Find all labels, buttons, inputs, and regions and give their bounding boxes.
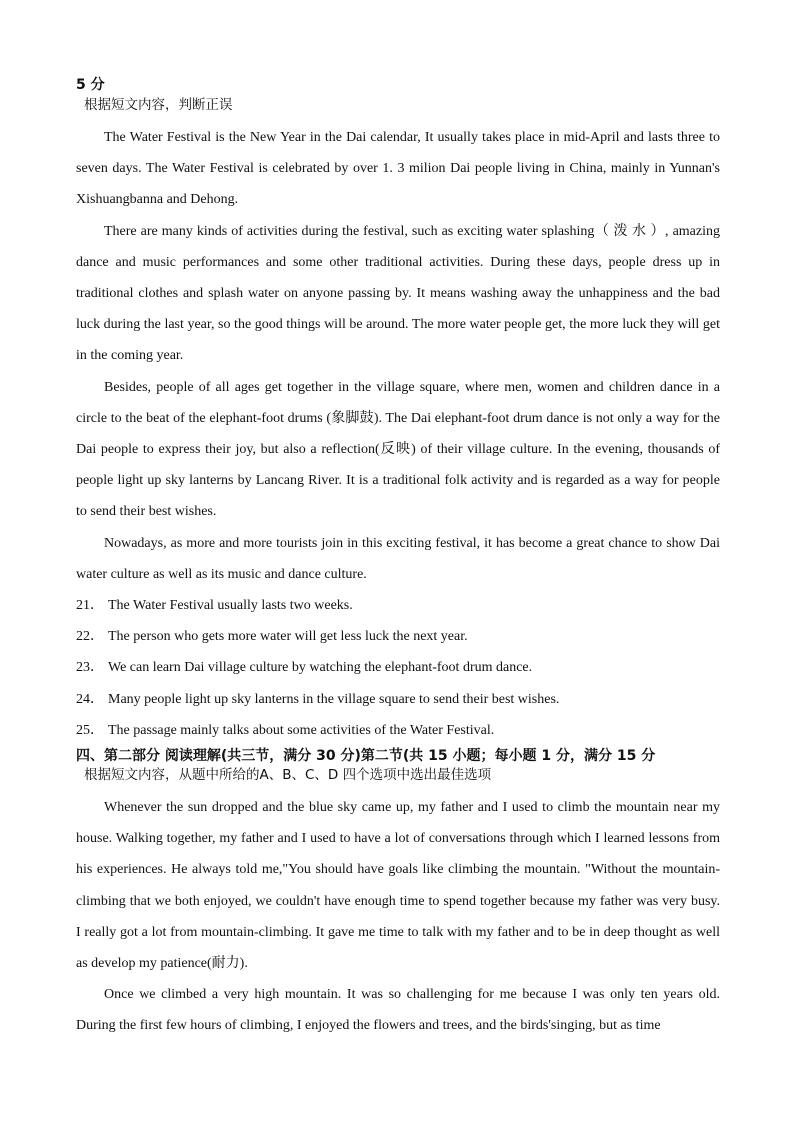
passage1-paragraph-2: There are many kinds of activities during the festival, such as exciting water splashing（ 泼 水 ）, amazing dance and music performances and some other traditional activities. During these days, people dress up in traditional clothes and splash water on anyone passing by. It means washing away the unhappiness and the bad luck during the last year, so the good things will be around. The more water people get, the more luck they will get in the coming year.	[76, 223, 720, 364]
true-false-questions	[76, 590, 720, 746]
question-item	[76, 684, 720, 715]
passage2-paragraph-2: Once we climbed a very high mountain. It was so challenging for me because I was only ten years old. During the first few hours of climbing, I enjoyed the flowers and trees, and the birds'singing, but as time	[76, 987, 720, 1034]
passage1-paragraph-4: Nowadays, as more and more tourists join in this exciting festival, it has become a great chance to show Dai water culture as well as its music and dance culture.	[76, 535, 720, 582]
question-number: 24．	[76, 691, 104, 707]
passage1-paragraph-1: The Water Festival is the New Year in the Dai calendar, It usually takes place in mid-April and lasts three to seven days. The Water Festival is celebrated by over 1. 3 milion Dai people living in China, mainly in Yunnan's Xishuangbanna and Dehong.	[76, 130, 720, 208]
question-number: 22．	[76, 629, 104, 645]
question-text: Many people light up sky lanterns in the village square to send their best wishes.	[108, 691, 560, 707]
question-text: The passage mainly talks about some activities of the Water Festival.	[108, 722, 495, 738]
passage1-paragraph-3: Besides, people of all ages get together in the village square, where men, women and children dance in a circle to the beat of the elephant-foot drums (象脚鼓). The Dai elephant-foot drum dance is not only a way for the Dai people to express their joy, but also a reflection(反映) of their village culture. In the evening, thousands of people light up sky lanterns by Lancang River. It is a traditional folk activity and is regarded as a way for people to send their best wishes.	[76, 379, 720, 520]
part1-instruction: 根据短文内容，判断正误	[84, 97, 233, 113]
question-text: The person who gets more water will get less luck the next year.	[108, 629, 468, 645]
question-number: 25．	[76, 722, 104, 738]
question-number: 23．	[76, 660, 104, 676]
reading-section-heading: 四、第二部分 阅读理解(共三节，满分 30 分)第二节(共 15 小题；每小题 1 分，满分 15 分	[76, 748, 656, 765]
question-text: We can learn Dai village culture by watching the elephant-foot drum dance.	[108, 660, 533, 676]
document-page	[76, 72, 720, 1042]
part2-instruction: 根据短文内容，从题中所给的A、B、C、D 四个选项中选出最佳选项	[84, 767, 492, 784]
question-number: 21．	[76, 598, 104, 614]
question-item	[76, 715, 720, 746]
question-item	[76, 652, 720, 683]
passage2-paragraph-1: Whenever the sun dropped and the blue sky came up, my father and I used to climb the mountain near my house. Walking together, my father and I used to have a lot of conversations through which I learned lessons from his experiences. He always told me,"You should have goals like climbing the mountain. "Without the mountain-climbing that we both enjoyed, we couldn't have enough time to spend together because my father was very busy. I really got a lot from mountain-climbing. It gave me time to talk with my father and to be in deep thought as well as develop my patience(耐力).	[76, 800, 720, 972]
question-item	[76, 590, 720, 621]
section-score-heading: 5 分	[76, 77, 105, 93]
question-item	[76, 621, 720, 652]
question-text: The Water Festival usually lasts two weeks.	[108, 598, 353, 614]
